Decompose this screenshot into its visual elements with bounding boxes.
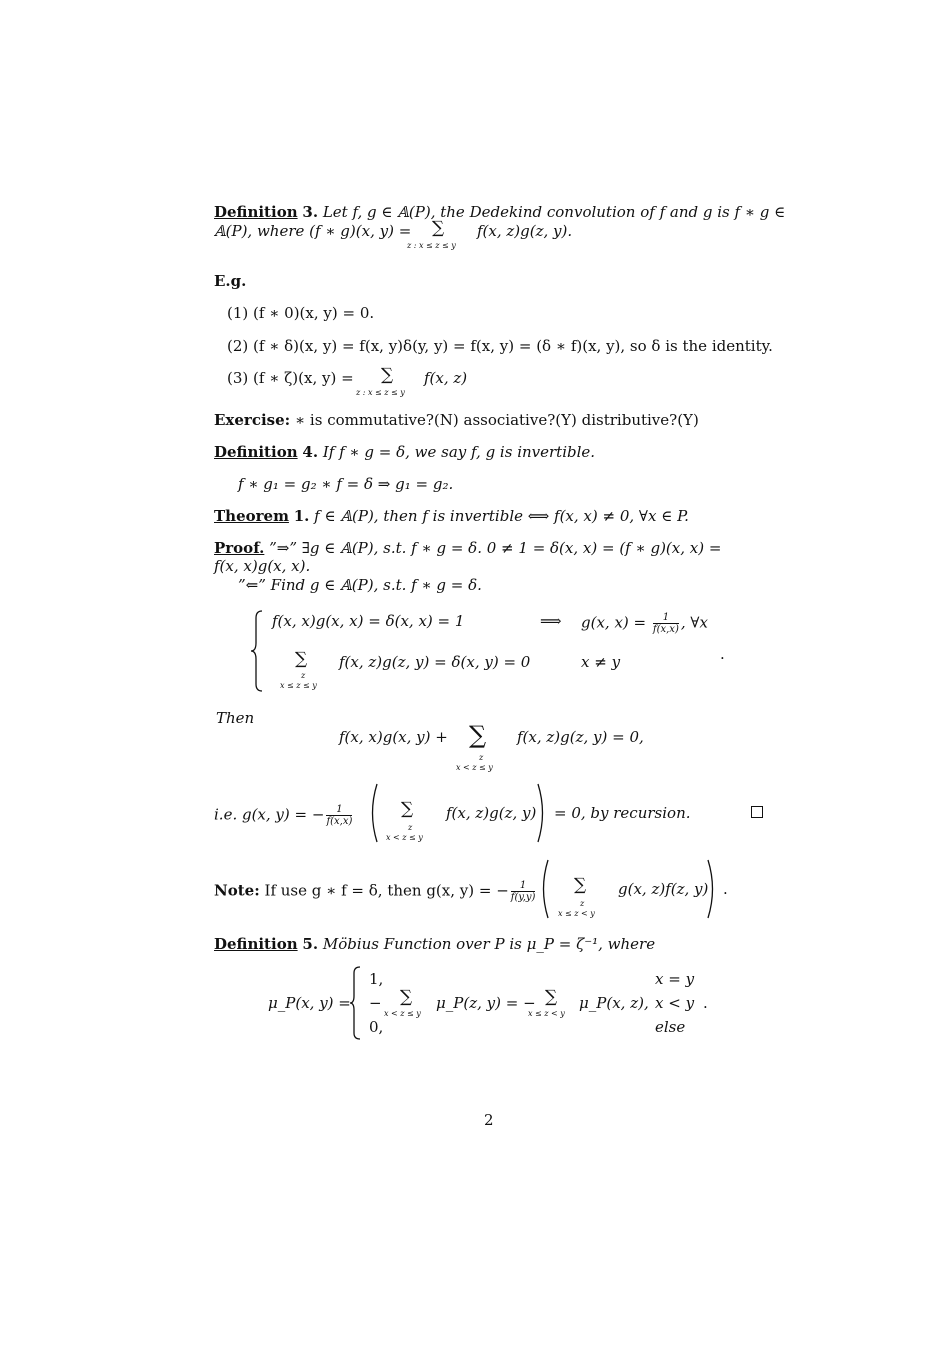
mobius-case-3-value: 0,	[369, 1018, 384, 1036]
theorem-1-line: Theorem 1. f ∈ 𝔸(P), then f is invertible ⟺ f(x, x) ≠ 0, ∀x ∈ P.	[214, 507, 689, 525]
case-2-left: f(x, z)g(z, y) = δ(x, y) = 0	[339, 653, 531, 671]
eg-item-1: (1) (f ∗ 0)(x, y) = 0.	[227, 304, 375, 322]
right-paren	[536, 783, 548, 843]
case-1-left: f(x, x)g(x, x) = δ(x, x) = 1	[272, 612, 465, 630]
definition-4-line: Definition 4. If f ∗ g = δ, we say f, g is invertible.	[214, 443, 596, 461]
proof-label: Proof.	[214, 539, 265, 557]
summation-subscript: x ≤ z ≤ y	[280, 681, 317, 690]
left-paren	[538, 859, 550, 919]
left-brace	[349, 966, 363, 1040]
definition-3-line1: Definition 3. Let f, g ∈ 𝔸(P), the Dedekind convolution of f and g is f ∗ g ∈	[214, 203, 786, 221]
exercise-line: Exercise: ∗ is commutative?(N) associative?(Y) distributive?(Y)	[214, 411, 699, 429]
eg-item-3a: (3) (f ∗ ζ)(x, y) =	[227, 369, 354, 387]
summation-sign: ∑	[400, 987, 413, 1007]
summation-sign: ∑	[469, 721, 487, 749]
definition-5-line: Definition 5. Möbius Function over P is μ_P = ζ⁻¹, where	[214, 935, 656, 953]
eg-heading: E.g.	[214, 272, 247, 290]
proof-line3: ”⇐” Find g ∈ 𝔸(P), s.t. f ∗ g = δ.	[238, 576, 482, 594]
fraction: $\frac{1}{f(x,x)}$	[326, 804, 353, 827]
summation-subscript: z : x ≤ z ≤ y	[407, 241, 456, 250]
summation-subscript: z : x ≤ z ≤ y	[356, 388, 405, 397]
mobius-case-2-end: μ_P(x, z),	[579, 994, 649, 1012]
summation-sign: ∑	[545, 987, 558, 1007]
qed-square	[751, 806, 763, 818]
proof-line1: Proof. ”⇒” ∃g ∈ 𝔸(P), s.t. f ∗ g = δ. 0 ≠ 1 = δ(x, x) = (f ∗ g)(x, x) =	[214, 539, 722, 557]
summation-subscript: x < z ≤ y	[384, 1009, 421, 1018]
summation-sign: ∑	[432, 218, 445, 238]
right-paren	[706, 859, 718, 919]
mobius-lhs: μ_P(x, y) =	[268, 994, 351, 1012]
definition-label: Definition	[214, 443, 298, 461]
summation-sign: ∑	[401, 799, 414, 819]
ie-right: = 0, by recursion.	[554, 804, 691, 822]
then-label: Then	[216, 709, 255, 727]
eg-item-3b: f(x, z)	[424, 369, 468, 387]
case-1-right: g(x, x) = $\frac{1}{f(x,x)}$ , ∀x	[581, 612, 708, 635]
mobius-case-1-condition: x = y	[655, 970, 695, 988]
summation-subscript: x < z ≤ y	[386, 833, 423, 842]
definition-label: Definition	[214, 935, 298, 953]
left-paren	[367, 783, 379, 843]
summation-subscript: x ≤ z < y	[528, 1009, 565, 1018]
ie-left: i.e. g(x, y) = − $\frac{1}{f(x,x)}$	[214, 804, 353, 827]
mobius-case-1-value: 1,	[369, 970, 384, 988]
eg-item-2: (2) (f ∗ δ)(x, y) = f(x, y)δ(y, y) = f(x, y) = (δ ∗ f)(x, y), so δ is the identity.	[227, 337, 773, 355]
implies-arrow: ⟹	[540, 612, 562, 630]
definition-3-line2a: 𝔸(P), where (f ∗ g)(x, y) =	[214, 222, 412, 240]
definition-4-formula: f ∗ g₁ = g₂ ∗ f = δ ⇒ g₁ = g₂.	[238, 475, 454, 493]
note-inner: g(x, z)f(z, y)	[618, 880, 709, 898]
note-period: .	[723, 880, 728, 898]
mobius-period: .	[703, 994, 708, 1012]
then-left: f(x, x)g(x, y) +	[339, 728, 448, 746]
summation-sign: ∑	[381, 365, 394, 385]
case-2-right: x ≠ y	[581, 653, 621, 671]
theorem-label: Theorem	[214, 507, 289, 525]
fraction: $\frac{1}{f(y,y)}$	[510, 880, 536, 903]
note-line: Note: If use g ∗ f = δ, then g(x, y) = − $\frac{1}{f(y,y)}$	[214, 880, 536, 903]
proof-line2: f(x, x)g(x, x).	[214, 557, 311, 575]
left-brace	[250, 610, 266, 692]
mobius-case-2-middle: μ_P(z, y) = −	[436, 994, 536, 1012]
exercise-label: Exercise:	[214, 411, 291, 429]
summation-subscript: x < z ≤ y	[456, 763, 493, 772]
mobius-case-3-condition: else	[655, 1018, 686, 1036]
definition-label: Definition	[214, 203, 298, 221]
ie-inner: f(x, z)g(z, y)	[446, 804, 537, 822]
then-right: f(x, z)g(z, y) = 0,	[517, 728, 644, 746]
mobius-case-2-condition: x < y	[655, 994, 695, 1012]
definition-3-line2b: f(x, z)g(z, y).	[477, 222, 573, 240]
summation-sign: ∑	[295, 649, 308, 669]
summation-subscript: x ≤ z < y	[558, 909, 595, 918]
mobius-case-2-minus: −	[369, 994, 382, 1012]
page-number: 2	[484, 1111, 494, 1129]
note-label: Note:	[214, 881, 260, 900]
summation-sign: ∑	[574, 875, 587, 895]
fraction: $\frac{1}{f(x,x)}$	[652, 612, 679, 635]
cases-period: .	[720, 645, 725, 663]
